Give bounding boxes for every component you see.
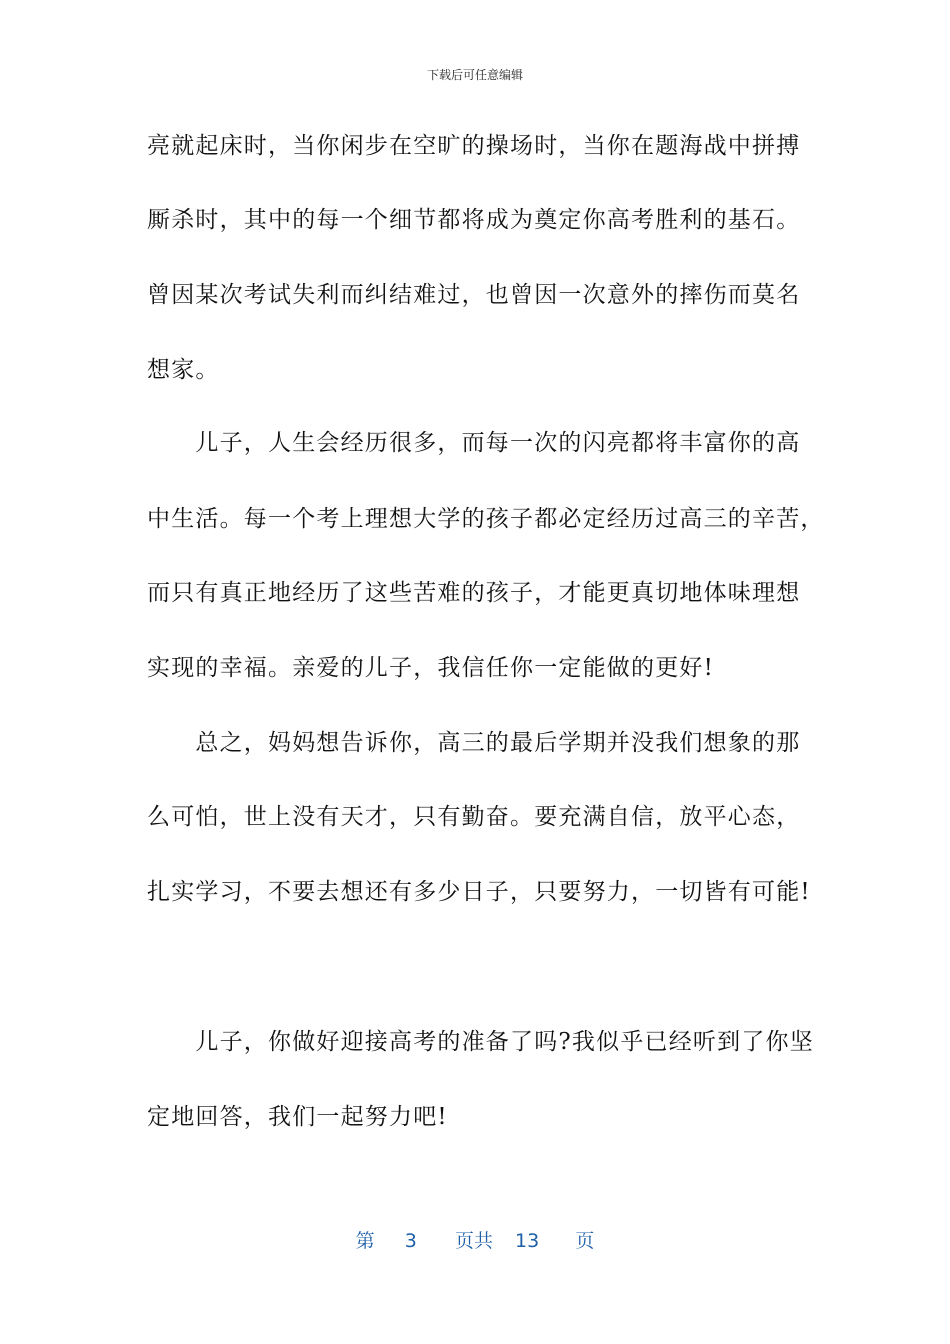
body-line: 实现的幸福。亲爱的儿子，我信任你一定能做的更好!	[147, 655, 715, 681]
page-header: 下载后可任意编辑	[426, 68, 523, 82]
footer-suffix: 页	[575, 1230, 595, 1252]
body-line: 想家。	[147, 357, 220, 383]
body-line: 亮就起床时，当你闲步在空旷的操场时，当你在题海战中拼搏	[147, 133, 801, 159]
total-pages: 13	[515, 1230, 540, 1252]
body-line: 定地回答，我们一起努力吧!	[147, 1104, 448, 1130]
body-line: 中生活。每一个考上理想大学的孩子都必定经历过高三的辛苦，	[147, 506, 825, 532]
body-line: 厮杀时，其中的每一个细节都将成为奠定你高考胜利的基石。	[147, 207, 801, 233]
body-line: 总之，妈妈想告诉你，高三的最后学期并没我们想象的那	[147, 730, 801, 756]
page-number: 3	[404, 1230, 417, 1252]
footer-middle: 页共	[454, 1230, 493, 1252]
body-line: 儿子，你做好迎接高考的准备了吗?我似乎已经听到了你坚	[147, 1029, 814, 1055]
body-line: 曾因某次考试失利而纠结难过，也曾因一次意外的摔伤而莫名	[147, 282, 801, 308]
body-line: 么可怕，世上没有天才，只有勤奋。要充满自信，放平心态，	[147, 804, 801, 830]
body-line: 而只有真正地经历了这些苦难的孩子，才能更真切地体味理想	[147, 580, 801, 606]
page-footer	[0, 1226, 950, 1253]
body-line: 扎实学习，不要去想还有多少日子，只要努力，一切皆有可能!	[147, 879, 811, 905]
body-line: 儿子，人生会经历很多，而每一次的闪亮都将丰富你的高	[147, 430, 801, 456]
footer-prefix: 第	[355, 1230, 375, 1252]
